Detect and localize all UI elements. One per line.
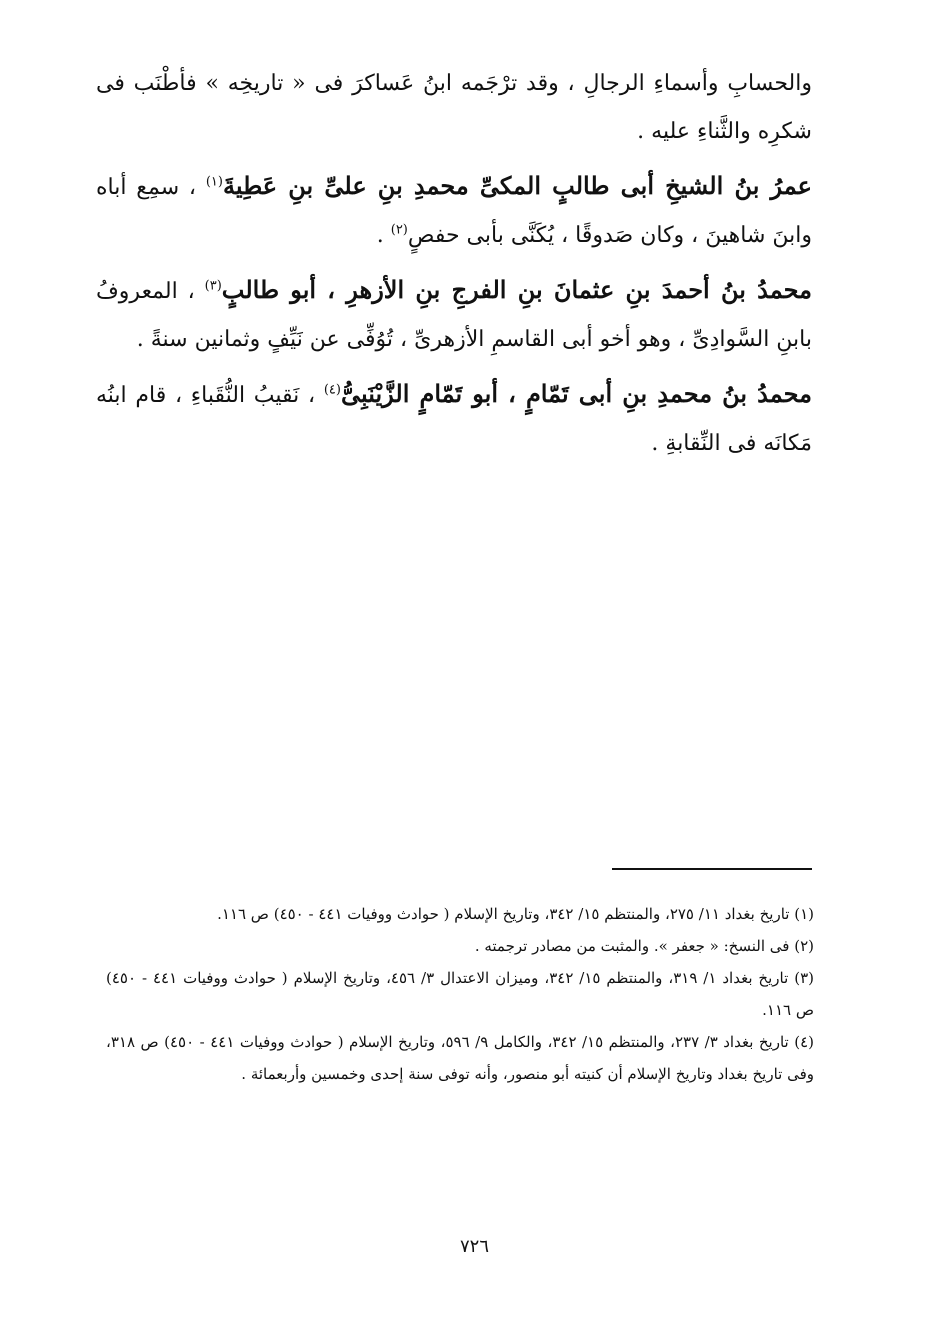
entry-text: ، نَقيبُ النُّقَباءِ ، قام ابنُه مَكانَه فى النِّقابةِ . bbox=[96, 383, 812, 456]
entry-muhammad-ibn-ahmad bbox=[96, 266, 812, 364]
entry-umar bbox=[96, 162, 812, 260]
footnotes bbox=[106, 898, 814, 1090]
footnote-2: (٢) فى النسخ: « جعفر ». والمثبت من مصادر ترجمته . bbox=[474, 937, 814, 955]
paragraph-continuation bbox=[96, 60, 812, 156]
footnote-ref[interactable]: (٤) bbox=[323, 382, 341, 398]
paragraph-text: والحسابِ وأسماءِ الرجالِ ، وقد ترْجَمه ابنُ عَساكرَ فى « تاريخِه » فأطْنَب فى شكرِه والثَّناءِ عليه . bbox=[96, 71, 812, 144]
entry-text: ، سمِع أباه وابنَ شاهينَ ، وكان صَدوقًا ، يُكَنَّى بأبى حفصٍ bbox=[96, 175, 812, 248]
footnote-1: (١) تاريخ بغداد ١١/ ٢٧٥، والمنتظم ١٥/ ٣٤٢، وتاريخ الإسلام ( حوادث ووفيات ٤٤١ - ٤٥٠) ص ١١٦. bbox=[217, 905, 814, 923]
entry-muhammad-ibn-muhammad bbox=[96, 370, 812, 468]
entry-text: ، المعروفُ بابنِ السَّوادِىِّ ، وهو أخو أبى القاسمِ الأزهرىِّ ، تُوُفِّى عن نَيِّفٍ وثمانين سنةً . bbox=[96, 279, 812, 352]
page-number: ٧٢٦ bbox=[459, 1236, 489, 1257]
entry-name: محمدُ بنُ أحمدَ بنِ عثمانَ بنِ الفرجِ بنِ الأزهرِ ، أبو طالبٍ bbox=[221, 275, 813, 304]
footnote-3: (٣) تاريخ بغداد ١/ ٣١٩، والمنتظم ١٥/ ٣٤٢، وميزان الاعتدال ٣/ ٤٥٦، وتاريخ الإسلام ( حوادث ووفيات ٤٤١ - ٤٥٠) ص ١١٦. bbox=[106, 969, 814, 1019]
footnote-4: (٤) تاريخ بغداد ٣/ ٢٣٧، والمنتظم ١٥/ ٣٤٢، والكامل ٩/ ٥٩٦، وتاريخ الإسلام ( حوادث ووفيات ٤٤١ - ٤٥٠) ص ٣١٨، وفى تاريخ بغداد وتاريخ الإسلام أن كنيته أبو منصور، وأنه توفى سنة إحدى وخمسين وأربعمائة . bbox=[106, 1033, 814, 1083]
footnote-ref[interactable]: (٢) bbox=[390, 222, 408, 238]
footnote-ref[interactable]: (٣) bbox=[204, 278, 222, 294]
entry-name: عمرُ بنُ الشيخِ أبى طالبٍ المكىِّ محمدِ بنِ علىِّ بنِ عَطِيةَ bbox=[222, 171, 812, 200]
footnote-divider bbox=[612, 868, 812, 870]
entry-name: محمدُ بنُ محمدِ بنِ أبى تَمّامٍ ، أبو تَمّامٍ الزَّيْنَبِىُّ bbox=[340, 379, 812, 408]
main-text bbox=[96, 60, 812, 474]
entry-text-end: . bbox=[376, 223, 384, 248]
footnote-ref[interactable]: (١) bbox=[205, 174, 223, 190]
